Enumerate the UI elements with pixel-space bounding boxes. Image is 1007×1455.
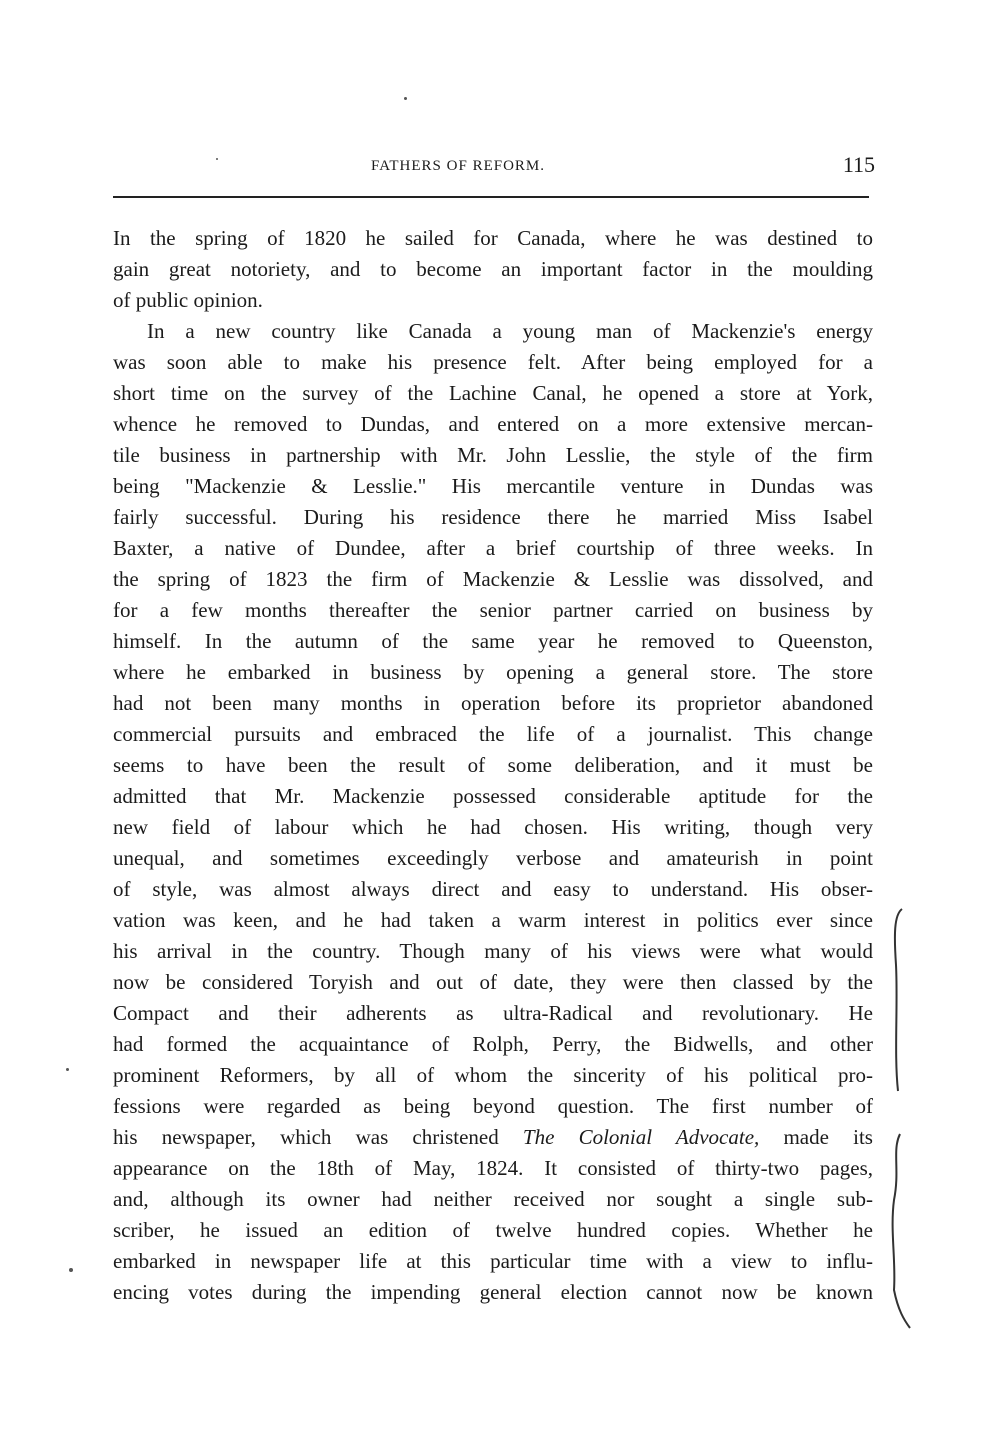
text-line: where he embarked in business by opening a general store. The store <box>113 660 873 684</box>
paper-speck <box>216 158 218 160</box>
text-line: fairly successful. During his residence there he married Miss Isabel <box>113 505 873 529</box>
text-fragment: his newspaper, which was christened <box>113 1125 523 1149</box>
text-line: In the spring of 1820 he sailed for Canada, where he was destined to <box>113 226 873 250</box>
header-rule <box>113 196 869 198</box>
text-line: prominent Reformers, by all of whom the sincerity of his political pro- <box>113 1063 873 1087</box>
text-line: vation was keen, and he had taken a warm interest in politics ever since <box>113 908 873 932</box>
text-line: his arrival in the country. Though many of his views were what would <box>113 939 873 963</box>
text-line: In a new country like Canada a young man of Mackenzie's energy <box>147 319 873 343</box>
body-text <box>113 223 873 1308</box>
text-line: himself. In the autumn of the same year he removed to Queenston, <box>113 629 873 653</box>
paper-speck <box>66 1068 69 1071</box>
margin-bracket-mark <box>890 905 920 1095</box>
text-line: Baxter, a native of Dundee, after a brief courtship of three weeks. In <box>113 536 873 560</box>
text-line: and, although its owner had neither received nor sought a single sub- <box>113 1187 873 1211</box>
text-line: new field of labour which he had chosen. His writing, though very <box>113 815 873 839</box>
text-line: now be considered Toryish and out of date, they were then classed by the <box>113 970 873 994</box>
text-line: gain great notoriety, and to become an important factor in the moulding <box>113 257 873 281</box>
text-line: commercial pursuits and embraced the life of a journalist. This change <box>113 722 873 746</box>
text-line: admitted that Mr. Mackenzie possessed considerable aptitude for the <box>113 784 873 808</box>
text-line: seems to have been the result of some deliberation, and it must be <box>113 753 873 777</box>
text-line: fessions were regarded as being beyond question. The first number of <box>113 1094 873 1118</box>
text-line: short time on the survey of the Lachine Canal, he opened a store at York, <box>113 381 873 405</box>
text-line: tile business in partnership with Mr. John Lesslie, the style of the firm <box>113 443 873 467</box>
text-line: unequal, and sometimes exceedingly verbose and amateurish in point <box>113 846 873 870</box>
text-line: was soon able to make his presence felt. After being employed for a <box>113 350 873 374</box>
text-line: being "Mackenzie & Lesslie." His mercantile venture in Dundas was <box>113 474 873 498</box>
running-header <box>113 148 875 182</box>
page-number: 115 <box>842 152 875 177</box>
text-line: Compact and their adherents as ultra-Radical and revolutionary. He <box>113 1001 873 1025</box>
text-fragment: made its <box>759 1125 873 1149</box>
text-line: for a few months thereafter the senior partner carried on business by <box>113 598 873 622</box>
text-line: of style, was almost always direct and easy to understand. His obser- <box>113 877 873 901</box>
paper-speck <box>404 97 407 100</box>
text-line: the spring of 1823 the firm of Mackenzie & Lesslie was dissolved, and <box>113 567 873 591</box>
text-line: had not been many months in operation before its proprietor abandoned <box>113 691 873 715</box>
text-line: of public opinion. <box>113 288 263 312</box>
text-line: encing votes during the impending general election cannot now be known <box>113 1280 873 1304</box>
paper-speck <box>69 1268 73 1272</box>
text-line-with-title <box>113 1122 873 1153</box>
text-line: appearance on the 18th of May, 1824. It consisted of thirty-two pages, <box>113 1156 873 1180</box>
text-line: whence he removed to Dundas, and entered on a more extensive mercan- <box>113 412 873 436</box>
margin-bracket-mark <box>890 1130 920 1330</box>
newspaper-title: The Colonial Advocate, <box>522 1125 760 1149</box>
running-title: FATHERS OF REFORM. <box>371 158 546 174</box>
text-line: had formed the acquaintance of Rolph, Perry, the Bidwells, and other <box>113 1032 873 1056</box>
text-line: scriber, he issued an edition of twelve hundred copies. Whether he <box>113 1218 873 1242</box>
text-line: embarked in newspaper life at this particular time with a view to influ- <box>113 1249 873 1273</box>
